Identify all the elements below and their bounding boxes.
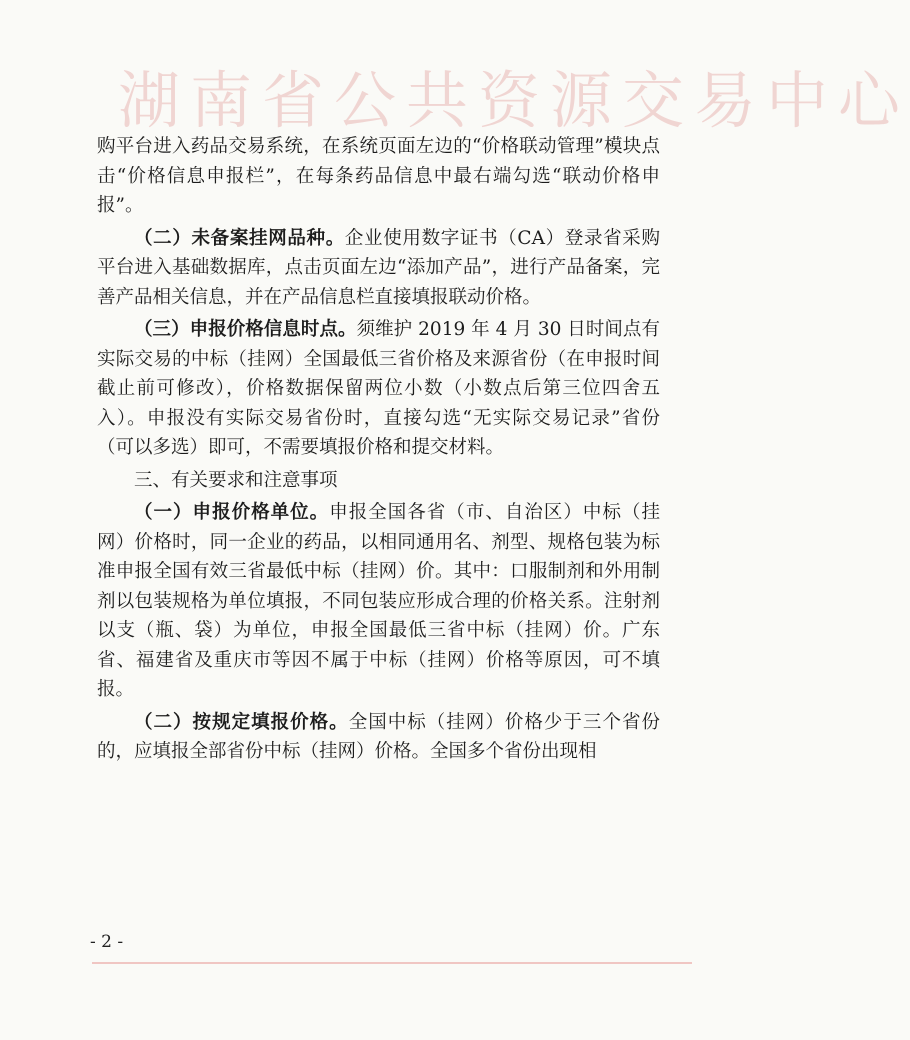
paragraph-item-1 [97, 498, 660, 705]
paragraph-continuation: 购平台进入药品交易系统，在系统页面左边的“价格联动管理”模块点击“价格信息申报栏”，在每条药品信息中最右端勾选“联动价格申报”。 [97, 136, 660, 216]
section-heading: 三、有关要求和注意事项 [134, 469, 338, 491]
paragraph-item-2b [97, 708, 660, 767]
item-lead: （一）申报价格单位。 [134, 502, 330, 523]
footer-red-rule [92, 962, 692, 964]
page-number: - 2 - [90, 932, 124, 952]
item-text: 企业使用数字证书（CA）登录省采购平台进入基础数据库，点击页面左边“添加产品”，进行产品备案，完善产品相关信息，并在产品信息栏直接填报联动价格。 [97, 227, 660, 308]
item-lead: （二）按规定填报价格。 [134, 711, 349, 733]
paragraph-item-2 [97, 224, 660, 313]
item-text: 全国中标（挂网）价格少于三个省份的，应填报全部省份中标（挂网）价格。全国多个省份出现相 [97, 711, 660, 762]
paragraph-item-3 [97, 315, 660, 463]
item-lead: （三）申报价格信息时点。 [134, 319, 357, 340]
item-text: 须维护 2019 年 4 月 30 日时间点有实际交易的中标（挂网）全国最低三省价格及来源省份（在申报时间截止前可修改），价格数据保留两位小数（小数点后第三位四舍五入）。申报没有实际交易省份时，直接勾选“无实际交易记录”省份（可以多选）即可，不需要填报价格和提交材料。 [97, 319, 660, 458]
item-text: 申报全国各省（市、自治区）中标（挂网）价格时，同一企业的药品，以相同通用名、剂型、规格包装为标准申报全国有效三省最低中标（挂网）价。其中：口服制剂和外用制剂以包装规格为单位填报，不同包装应形成合理的价格关系。注射剂以支（瓶、袋）为单位，申报全国最低三省中标（挂网）价。广东省、福建省及重庆市等因不属于中标（挂网）价格等原因，可不填报。 [97, 502, 660, 700]
body-text [97, 132, 660, 767]
item-lead: （二）未备案挂网品种。 [134, 227, 345, 249]
header-watermark: 湖南省公共资源交易中心 [118, 64, 910, 137]
